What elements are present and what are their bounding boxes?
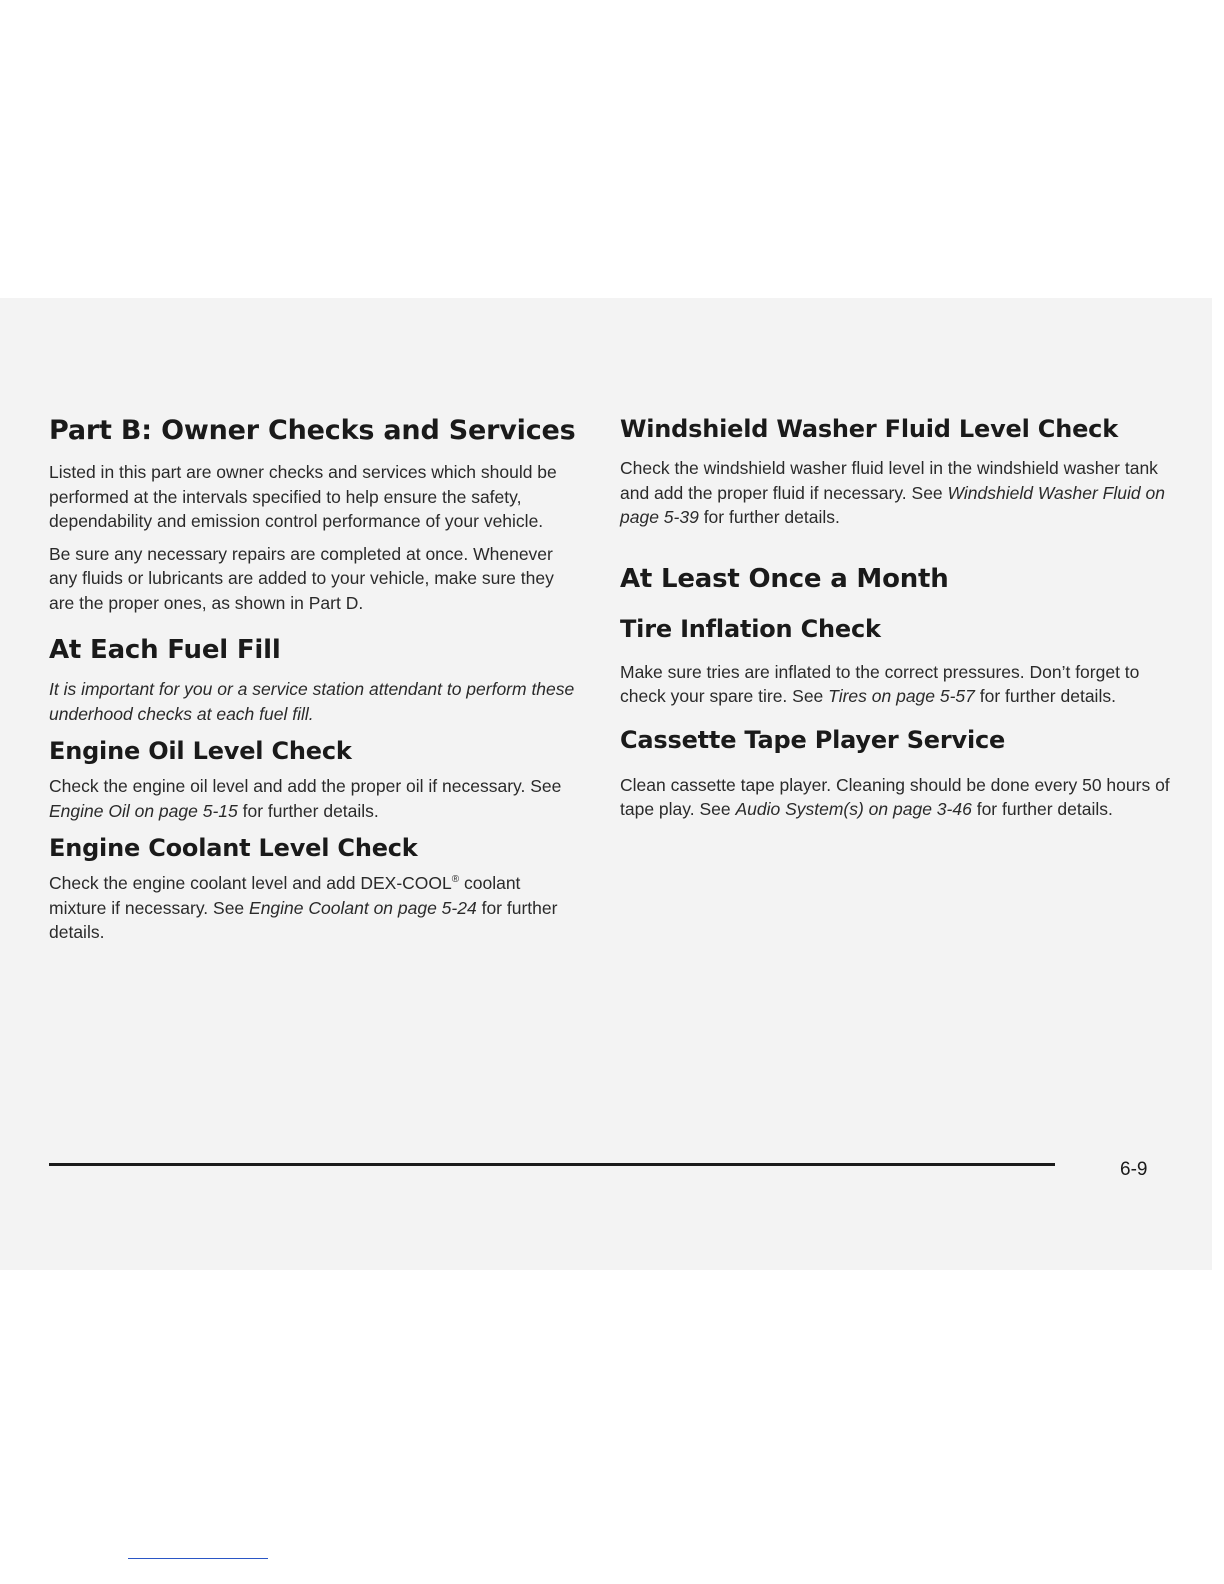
engine-coolant-paragraph [49, 871, 579, 945]
engine-oil-heading: Engine Oil Level Check [49, 737, 352, 765]
footer-divider [49, 1163, 1055, 1166]
washer-fluid-heading: Windshield Washer Fluid Level Check [620, 415, 1118, 443]
engine-coolant-heading: Engine Coolant Level Check [49, 834, 418, 862]
engine-oil-text-end: for further details. [237, 800, 379, 821]
engine-oil-paragraph [49, 774, 579, 823]
engine-oil-page-reference[interactable]: Engine Oil on page 5-15 [49, 800, 238, 821]
fuel-fill-heading: At Each Fuel Fill [49, 635, 281, 665]
part-b-paragraph-1: Listed in this part are owner checks and services which should be performed at the intervals specified to help ensure the safety, dependability and emission control performance of your vehicle. [49, 462, 557, 531]
engine-coolant-text-end: for further details. [49, 897, 558, 942]
washer-fluid-text: Check the windshield washer fluid level in the windshield washer tank and add the proper fluid if necessary. See [620, 458, 1158, 503]
tire-inflation-heading: Tire Inflation Check [620, 614, 881, 643]
audio-system-page-reference[interactable]: Audio System(s) on page 3-46 [735, 799, 972, 819]
engine-coolant-text: Check the engine coolant level and add DEX-COOL [49, 873, 452, 893]
cassette-text: Clean cassette tape player. Cleaning should be done every 50 hours of tape play. See [620, 774, 1170, 819]
tire-inflation-text-end: for further details. [974, 686, 1116, 706]
engine-coolant-text-middle: coolant mixture if necessary. See [49, 873, 521, 918]
cassette-paragraph [620, 773, 1170, 822]
washer-fluid-page-reference[interactable]: Windshield Washer Fluid on page 5-39 [620, 482, 1165, 527]
tire-inflation-paragraph [620, 660, 1170, 709]
tire-page-reference[interactable]: Tires on page 5-57 [828, 686, 975, 706]
engine-coolant-page-reference[interactable]: Engine Coolant on page 5-24 [249, 897, 477, 918]
part-b-heading: Part B: Owner Checks and Services [49, 415, 576, 446]
cassette-text-end: for further details. [971, 799, 1113, 819]
engine-oil-text: Check the engine oil level and add the proper oil if necessary. See [49, 776, 562, 796]
tire-inflation-text: Make sure tries are inflated to the correct pressures. Don’t forget to check your spare tire. See [620, 661, 1140, 706]
cassette-heading: Cassette Tape Player Service [620, 725, 1006, 754]
fuel-fill-intro: It is important for you or a service station attendant to perform these underhood checks at each fuel fill. [49, 679, 575, 724]
washer-fluid-paragraph [620, 456, 1170, 530]
part-b-paragraph-2: Be sure any necessary repairs are completed at once. Whenever any fluids or lubricants are added to your vehicle, make sure they are the proper ones, as shown in Part D. [49, 543, 554, 613]
bottom-link-underline [128, 1558, 268, 1559]
washer-fluid-text-end: for further details. [698, 507, 840, 527]
page-number: 6-9 [1120, 1159, 1148, 1180]
left-column [49, 412, 579, 945]
registered-mark: ® [451, 874, 460, 886]
right-column [620, 412, 1170, 822]
monthly-heading: At Least Once a Month [620, 563, 949, 594]
